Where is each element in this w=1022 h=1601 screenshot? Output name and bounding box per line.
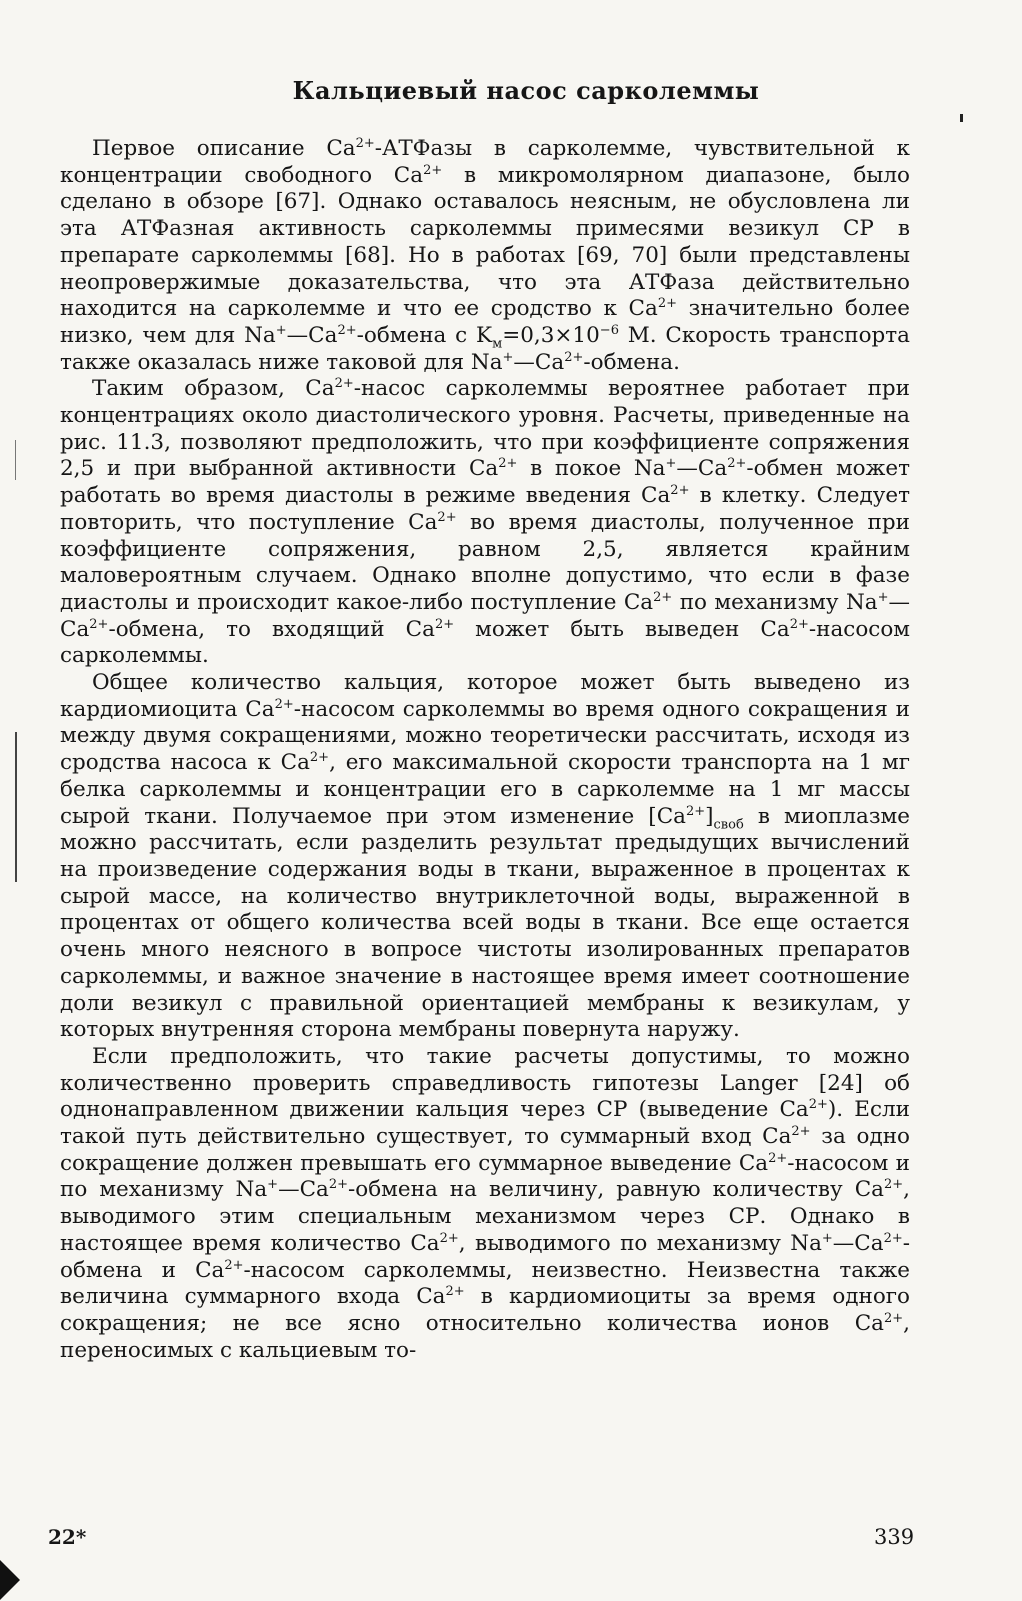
superscript: 2+	[89, 616, 109, 632]
text-run: , выводимого этим специальным механизмом через СР. Однако в настоящее время количество Ca	[60, 1177, 910, 1256]
text-run: в миоплазме можно рассчитать, если разделить результат предыдущих вычислений на произведение содержания воды в ткани, выраженное в процентах к сырой массе, на количество внутриклеточной воды, выраженной в процентах от общего количества всей воды в ткани. Все еще остается очень много неясного в вопросе чистоты изолированных препаратов сарколеммы, и важное значение в настоящее время имеет соотношение доли везикул с правильной ориентацией мембраны к везикулам, у которых внутренняя сторона мембраны повернута наружу.	[60, 803, 910, 1043]
text-run: -насосом сарколеммы во время одного сокращения и между двумя сокращениями, можно теоретически рассчитать, исходя из сродства насоса к Ca	[60, 696, 910, 776]
superscript: +	[502, 349, 514, 365]
text-run: M. Скорость транспорта также оказалась ниже таковой для Na	[60, 322, 910, 375]
text-run: —Ca	[278, 1177, 329, 1203]
superscript: 2+	[883, 1310, 904, 1326]
text-run: -обмен может работать во время диастолы в режиме введения Ca	[60, 456, 911, 509]
text-run: —Ca	[832, 1230, 884, 1256]
superscript: +	[665, 456, 677, 472]
text-run: , выводимого по механизму Na	[458, 1230, 822, 1256]
superscript: 2+	[328, 1177, 349, 1193]
text-run: -насосом сарколеммы.	[60, 616, 910, 669]
text-run: за одно сокращение должен превышать его суммарное выведение Ca	[60, 1124, 910, 1176]
superscript: 2+	[274, 696, 294, 712]
superscript: +	[267, 1177, 279, 1193]
text-run: -обмена с K	[356, 322, 493, 348]
section-heading: Кальциевый насос сарколеммы	[292, 76, 760, 105]
superscript: 2+	[445, 1284, 465, 1300]
margin-mark	[15, 440, 16, 480]
superscript: 2+	[883, 1230, 903, 1246]
superscript: 2+	[439, 1230, 459, 1246]
subscript: своб	[713, 816, 744, 832]
subscript: м	[492, 336, 503, 352]
text-run: —Ca	[513, 349, 565, 375]
superscript: +	[275, 322, 287, 338]
paragraph-2	[60, 376, 910, 670]
page-number: 339	[874, 1525, 915, 1549]
text-run: —Ca	[60, 589, 911, 642]
print-speck	[960, 114, 963, 122]
text-run: ). Если такой путь действительно существует, то суммарный вход Ca	[60, 1097, 911, 1150]
text-run: в микромолярном диапазоне, было сделано в обзоре [67]. Однако оставалось неясным, не обусловлена ли эта АТФазная активность сарколеммы примесями везикул СР в препарате сарколеммы [68]. Но в работах [69, 70] были представлены неопровержимые доказательства, что эта АТФаза действительно находится на сарколемме и что ее сродство к Ca	[60, 162, 911, 322]
text-run: Если предположить, что такие расчеты допустимы, то можно количественно проверить справедливость гипотезы Langer [24] об однонаправленном движении кальция через СР (выведение Ca	[60, 1043, 910, 1123]
superscript: 2+	[653, 589, 673, 605]
text-run: -обмена, то входящий Ca	[108, 616, 435, 642]
text-run: -насосом и по механизму Na	[60, 1150, 910, 1203]
text-run: во время диастолы, полученное при коэффициенте сопряжения, равном 2,5, является крайним маловероятным случаем. Однако вполне допустимо, что если в фазе диастолы и происходит какое-либо поступление Ca	[60, 509, 910, 615]
text-run: -насос сарколеммы вероятнее работает при концентрациях около диастолического уровня. Расчеты, приведенные на рис. 11.3, позволяют предположить, что при коэффициенте сопряжения 2,5 и при выбранной активности Ca	[60, 376, 910, 482]
signature-mark: 22*	[48, 1525, 87, 1549]
superscript: +	[877, 589, 889, 605]
superscript: 2+	[564, 349, 584, 365]
superscript: 2+	[768, 1150, 788, 1166]
text-run: -обмена.	[583, 349, 680, 375]
text-run: -обмена и Ca	[60, 1230, 911, 1283]
text-run: значительно более низко, чем для Na	[60, 296, 910, 348]
paragraph-1	[60, 136, 910, 376]
superscript: 2+	[437, 509, 457, 525]
margin-mark	[15, 732, 17, 882]
superscript: 2+	[434, 616, 455, 632]
superscript: 2+	[791, 1124, 811, 1140]
text-run: в клетку. Следует повторить, что поступление Ca	[60, 483, 910, 535]
superscript: −6	[599, 322, 619, 338]
superscript: 2+	[224, 1257, 244, 1273]
superscript: 2+	[685, 803, 706, 819]
text-run: в покое Na	[517, 456, 666, 482]
text-run: в кардиомиоциты за время одного сокращения; не все ясно относительно количества ионов Ca	[60, 1284, 910, 1336]
superscript: 2+	[309, 750, 330, 766]
superscript: 2+	[883, 1177, 904, 1193]
text-run: может быть выведен Ca	[454, 616, 790, 642]
text-run: -обмена на величину, равную количеству Ca	[348, 1177, 884, 1203]
superscript: 2+	[670, 483, 690, 499]
superscript: 2+	[657, 296, 677, 312]
text-run: -насосом сарколеммы, неизвестно. Неизвестна также величина суммарного входа Ca	[60, 1257, 910, 1310]
scan-edge-marker	[0, 1560, 20, 1600]
superscript: 2+	[337, 322, 357, 338]
superscript: +	[821, 1230, 833, 1246]
text-run: —Ca	[676, 456, 728, 482]
body-text	[60, 136, 910, 1364]
text-run: -АТФазы в сарколемме, чувствительной к концентрации свободного Ca	[60, 136, 910, 188]
text-run: , его максимальной скорости транспорта на 1 мг белка сарколеммы и концентрации его в сарколемме на 1 мг массы сырой ткани. Получаемое при этом изменение [Ca	[60, 750, 910, 829]
paragraph-4	[60, 1044, 910, 1364]
superscript: 2+	[423, 162, 443, 178]
text-run: , переносимых с кальциевым то-	[60, 1310, 910, 1363]
text-run: ]	[705, 803, 714, 829]
superscript: 2+	[808, 1097, 828, 1113]
superscript: 2+	[727, 456, 747, 472]
superscript: 2+	[355, 136, 375, 151]
superscript: 2+	[789, 616, 809, 632]
paragraph-3	[60, 670, 910, 1044]
text-run: Общее количество кальция, которое может быть выведено из кардиомиоцита Ca	[60, 670, 910, 722]
text-run: Таким образом, Ca	[92, 376, 335, 402]
text-run: —Ca	[286, 322, 338, 348]
text-run: по механизму Na	[672, 589, 878, 615]
text-run: Первое описание Ca	[92, 136, 356, 161]
text-run: =0,3×10	[502, 322, 600, 348]
superscript: 2+	[334, 376, 354, 392]
superscript: 2+	[498, 456, 518, 472]
